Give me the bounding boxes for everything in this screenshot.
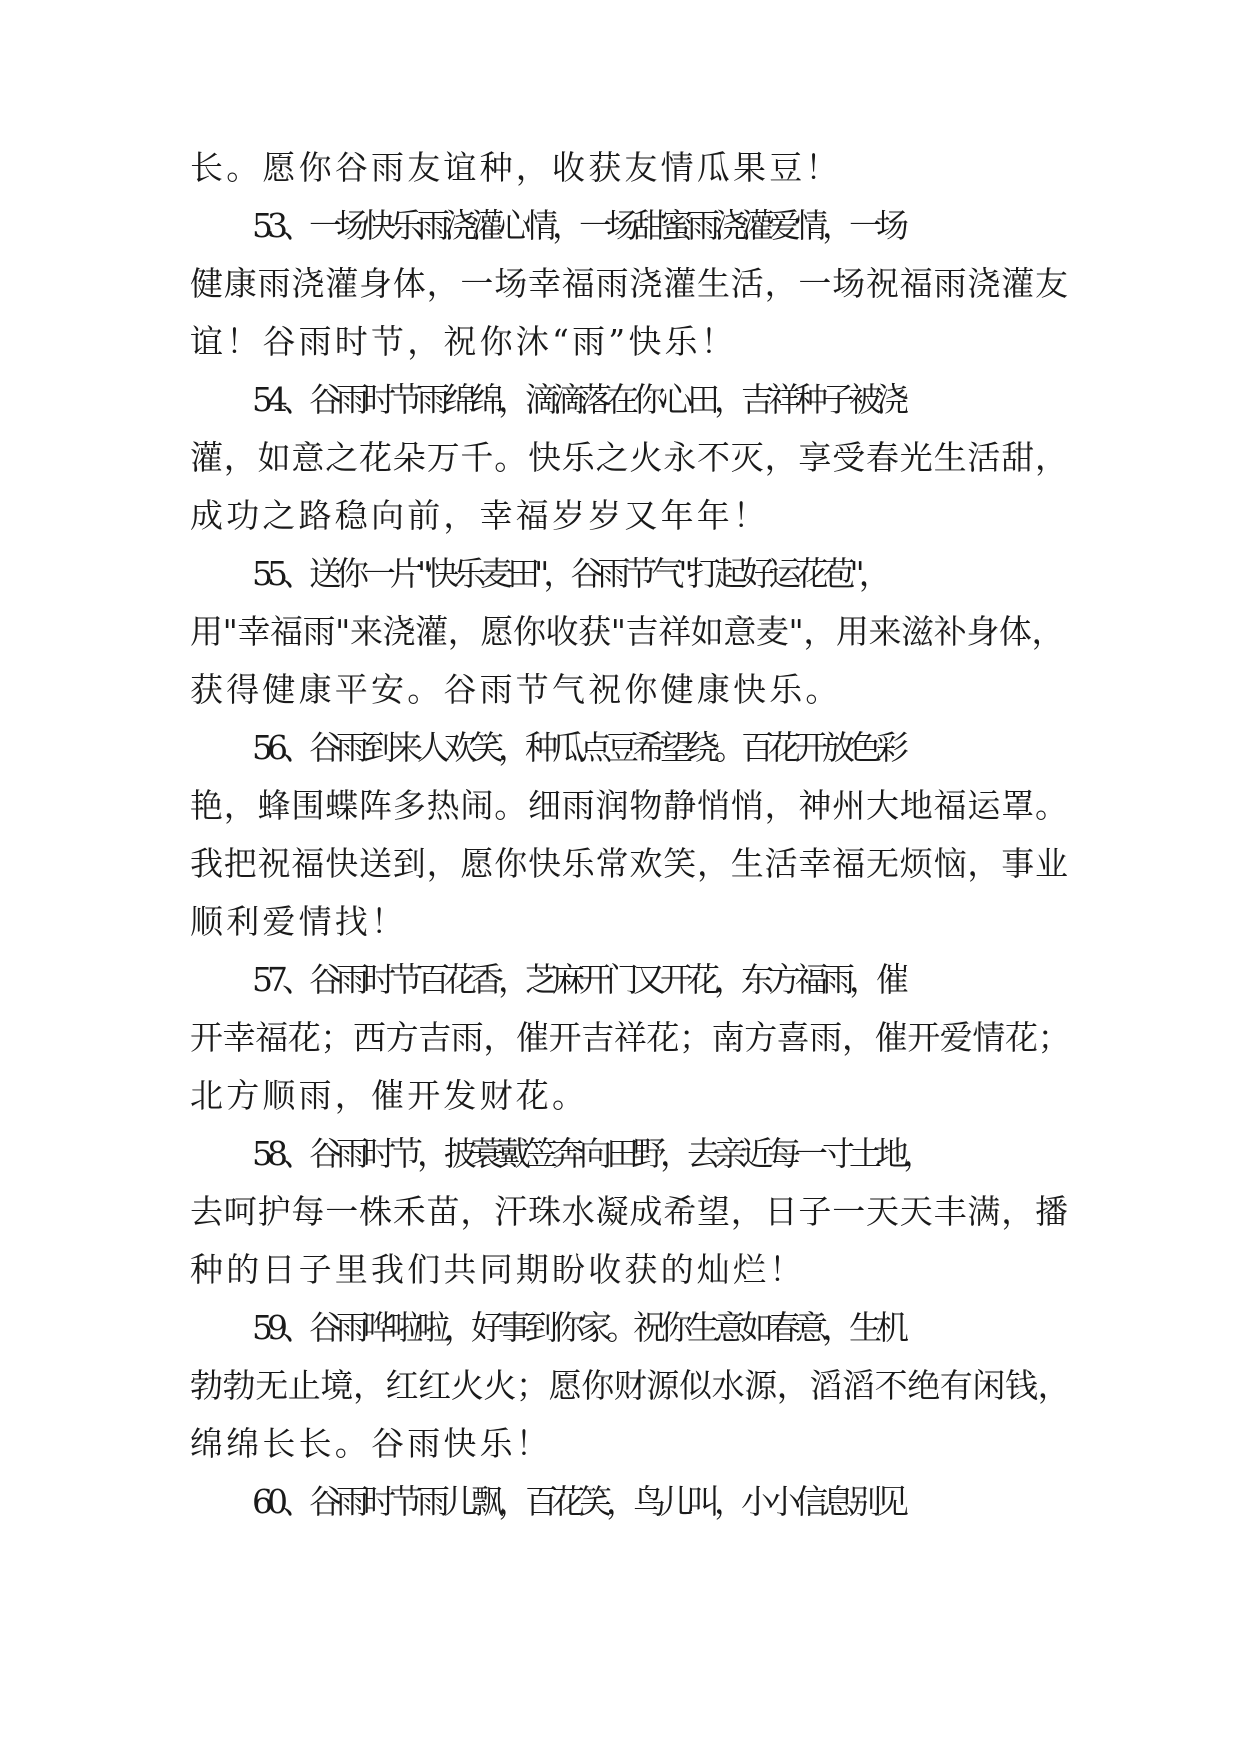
text-line: 去呵护每一株禾苗，汗珠水凝成希望，日子一天天丰满，播: [190, 1192, 1069, 1231]
text-line: 54、谷雨时节雨绵绵，滴滴落在你心田，吉祥种子被浇: [252, 380, 903, 419]
text-line: 59、谷雨哗啦啦，好事到你家。祝你生意如春意，生机: [252, 1308, 903, 1347]
text-line: 53、一场快乐雨浇灌心情，一场甜蜜雨浇灌爱情，一场: [252, 206, 903, 245]
text-line: 种的日子里我们共同期盼收获的灿烂！: [190, 1250, 806, 1289]
text-line: 获得健康平安。谷雨节气祝你健康快乐。: [190, 670, 842, 709]
text-line: 成功之路稳向前，幸福岁岁又年年！: [190, 496, 770, 535]
text-line: 60、谷雨时节雨儿飘，百花笑，鸟儿叫，小小信息别见: [252, 1482, 903, 1521]
text-line: 北方顺雨，催开发财花。: [190, 1076, 589, 1115]
text-line: 我把祝福快送到，愿你快乐常欢笑，生活幸福无烦恼，事业: [190, 844, 1069, 883]
text-line: 开幸福花；西方吉雨，催开吉祥花；南方喜雨，催开爱情花；: [190, 1018, 1071, 1057]
text-line: 绵绵长长。谷雨快乐！: [190, 1424, 552, 1463]
text-line: 顺利爱情找！: [190, 902, 408, 941]
text-line: 谊！谷雨时节，祝你沐“雨”快乐！: [190, 322, 737, 361]
text-line: 56、谷雨到来人欢笑，种瓜点豆希望绕。百花开放色彩: [252, 728, 903, 767]
text-line: 用"幸福雨"来浇灌，愿你收获"吉祥如意麦"，用来滋补身体，: [190, 612, 1065, 651]
text-line: 勃勃无止境，红红火火；愿你财源似水源，滔滔不绝有闲钱，: [190, 1366, 1071, 1405]
text-line: 58、谷雨时节，披蓑戴笠奔向田野，去亲近每一寸土地，: [252, 1134, 930, 1173]
text-line: 长。愿你谷雨友谊种，收获友情瓜果豆！: [190, 148, 842, 187]
text-line: 健康雨浇灌身体，一场幸福雨浇灌生活，一场祝福雨浇灌友: [190, 264, 1069, 303]
text-line: 灌，如意之花朵万千。快乐之火永不灭，享受春光生活甜，: [190, 438, 1069, 477]
text-line: 55、送你一片"快乐麦田"，谷雨节气"打起好运花苞"，: [252, 554, 886, 593]
text-line: 57、谷雨时节百花香，芝麻开门又开花，东方福雨，催: [252, 960, 903, 999]
text-line: 艳，蜂围蝶阵多热闹。细雨润物静悄悄，神州大地福运罩。: [190, 786, 1069, 825]
